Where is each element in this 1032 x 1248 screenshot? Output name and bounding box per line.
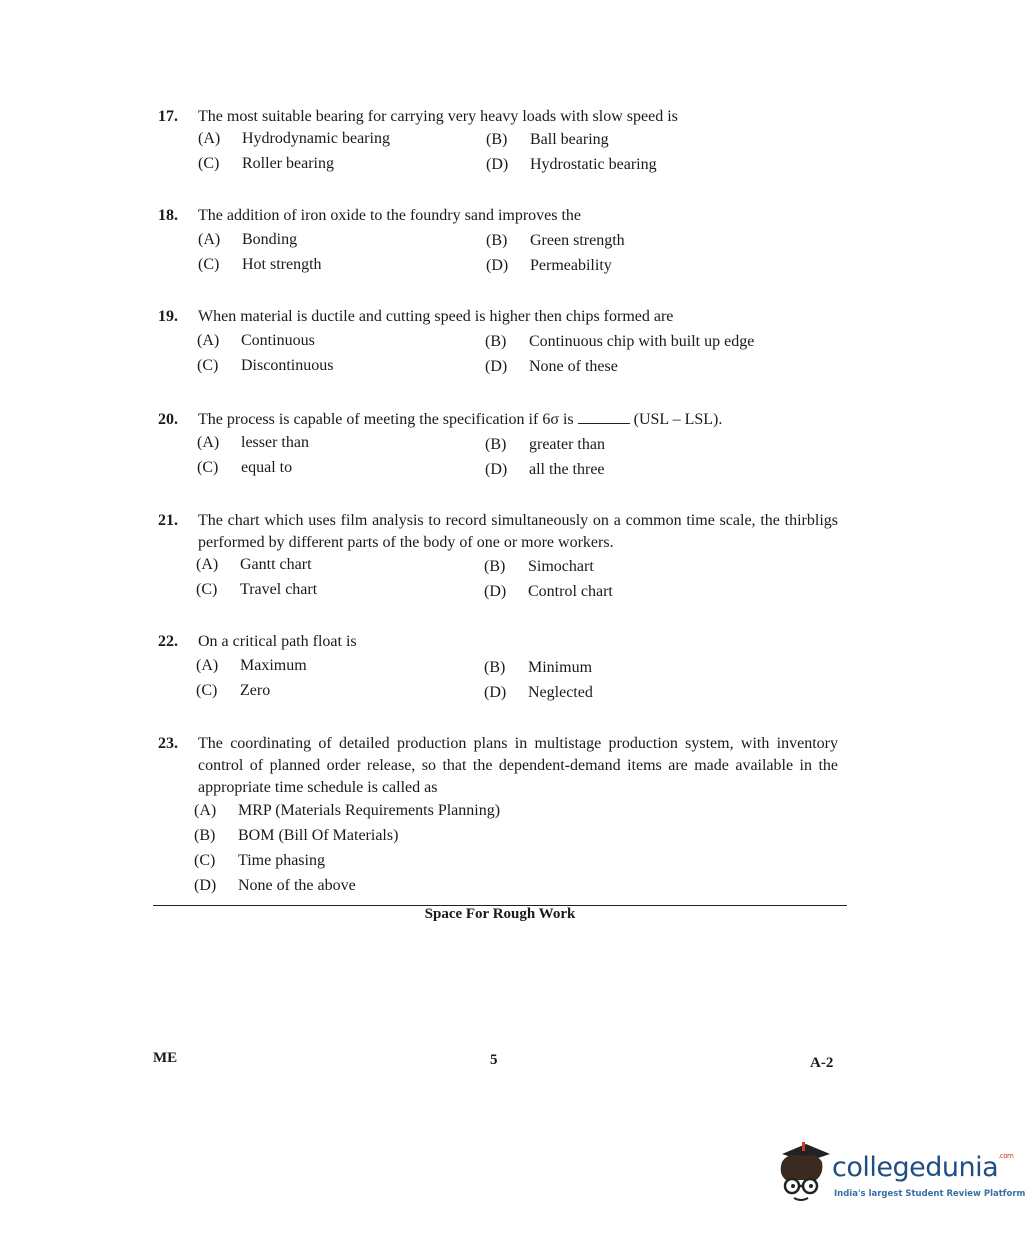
- option-b: (B) Green strength: [486, 232, 625, 249]
- option-b: (B) Minimum: [484, 659, 593, 676]
- option-d: (D) Permeability: [486, 257, 612, 274]
- question-number: 19.: [158, 308, 178, 325]
- question-text: The process is capable of meeting the specification if 6σ is (USL – LSL).: [198, 411, 723, 428]
- option-a: (A) Bonding: [198, 231, 298, 248]
- question-number: 23.: [158, 735, 178, 752]
- option-c: (C) Travel chart: [196, 581, 318, 598]
- question-text: The most suitable bearing for carrying very heavy loads with slow speed is: [198, 108, 678, 125]
- question-text: The coordinating of detailed production plans in multistage production system, with inventory control of planned order release, so that the dependent-demand items are made available in the appropriate time schedule is called as: [198, 735, 838, 796]
- option-d: (D) Neglected: [484, 684, 593, 701]
- option-b: (B) BOM (Bill Of Materials): [194, 827, 399, 844]
- option-c: (C) Time phasing: [194, 852, 325, 869]
- option-a: (A) Gantt chart: [196, 556, 312, 573]
- option-a: (A) Maximum: [196, 657, 307, 674]
- collegedunia-logo: [772, 1140, 1026, 1220]
- option-d: (D) Hydrostatic bearing: [486, 156, 657, 173]
- option-b: (B) greater than: [485, 436, 605, 453]
- brand-tagline: India's largest Student Review Platform: [834, 1189, 1026, 1199]
- footer-subject-code: ME: [153, 1050, 178, 1066]
- option-c: (C) Hot strength: [198, 256, 322, 273]
- question-number: 17.: [158, 108, 178, 125]
- option-a: (A) MRP (Materials Requirements Planning): [194, 802, 501, 819]
- option-d: (D) Control chart: [484, 583, 613, 600]
- question-text: The chart which uses film analysis to record simultaneously on a common time scale, the thirbligs performed by different parts of the body of one or more workers.: [198, 512, 838, 551]
- page-number: 5: [490, 1052, 498, 1068]
- option-b: (B) Ball bearing: [486, 131, 609, 148]
- question-23: [158, 733, 838, 799]
- brand-name: collegedunia$^{.com}$: [832, 1152, 1014, 1183]
- question-text: On a critical path float is: [198, 633, 357, 650]
- question-number: 21.: [158, 512, 178, 529]
- question-number: 22.: [158, 633, 178, 650]
- option-c: (C) equal to: [197, 459, 293, 476]
- option-a: (A) Continuous: [197, 332, 315, 349]
- question-22: [158, 631, 838, 653]
- option-d: (D) all the three: [485, 461, 605, 478]
- option-d: (D) None of the above: [194, 877, 356, 894]
- answer-blank: [578, 411, 630, 424]
- mascot-icon: [772, 1140, 832, 1210]
- question-text: When material is ductile and cutting speed is higher then chips formed are: [198, 308, 674, 325]
- question-19: [158, 306, 838, 328]
- question-18: [158, 205, 838, 227]
- option-d: (D) None of these: [485, 358, 618, 375]
- option-a: (A) lesser than: [197, 434, 309, 451]
- option-b: (B) Continuous chip with built up edge: [485, 333, 755, 350]
- option-a: (A) Hydrodynamic bearing: [198, 130, 390, 147]
- booklet-code: A-2: [810, 1055, 834, 1071]
- question-text: The addition of iron oxide to the foundry sand improves the: [198, 207, 582, 224]
- option-c: (C) Roller bearing: [198, 155, 334, 172]
- question-20: [158, 409, 838, 431]
- option-b: (B) Simochart: [484, 558, 594, 575]
- rough-work-heading: Space For Rough Work: [424, 906, 576, 922]
- question-number: 18.: [158, 207, 178, 224]
- question-number: 20.: [158, 411, 178, 428]
- question-17: [158, 106, 838, 128]
- option-c: (C) Discontinuous: [197, 357, 334, 374]
- question-21: [158, 510, 838, 554]
- option-c: (C) Zero: [196, 682, 271, 699]
